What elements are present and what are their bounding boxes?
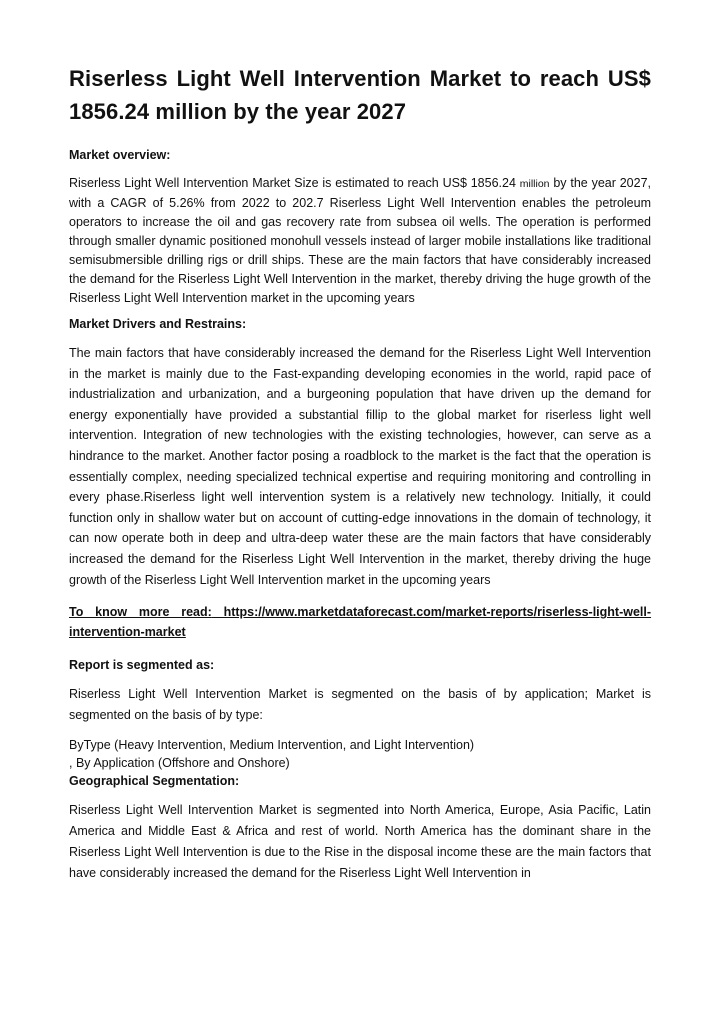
segment-by-type: ByType (Heavy Intervention, Medium Intervention, and Light Intervention) xyxy=(69,738,475,753)
page-title: Riserless Light Well Intervention Market to reach US$ 1856.24 million by the year 2027 xyxy=(69,66,651,124)
segmentation-paragraph: Riserless Light Well Intervention Market is segmented on the basis of by application; Market is segmented on the basis of by type: xyxy=(69,687,651,723)
geo-paragraph: Riserless Light Well Intervention Market is segmented into North America, Europe, Asia Pacific, Latin America and Middle East & Africa and rest of world. North America has the dominant share in the Riserless Light Well Intervention is due to the Rise in the disposal income these are the main factors that have considerably increased the demand for the Riserless Light Well Intervention in xyxy=(69,803,651,881)
overview-text-a: Riserless Light Well Intervention Market Size is estimated to reach US$ 1856.24 xyxy=(69,176,520,190)
read-more-link[interactable]: https://www.marketdataforecast.com/market-reports/riserless-light-well-intervention-market xyxy=(69,605,652,640)
read-more-line xyxy=(69,602,651,642)
drivers-paragraph: The main factors that have considerably increased the demand for the Riserless Light Well Intervention in the market is mainly due to the Fast-expanding developing economies in the world, rapid pace of industrialization and urbanization, and a burgeoning population that have driven up the demand for energy exponentially have provided a substantial fillip to the global market for riserless light well intervention. Integration of new technologies with the existing technologies, however, can serve as a hindrance to the market. Another factor posing a roadblock to the market is the fact that the operation is essentially complex, needing specialized technical expertise and requiring monitoring and controlling in every phase.Riserless light well intervention system is a relatively new technology. Initially, it could function only in shallow water but on account of cutting-edge innovations in the domain of technology, it can now operate both in deep and ultra-deep water these are the main factors that have considerably increased the demand for the Riserless Light Well Intervention in the market, thereby driving the huge growth of the Riserless Light Well Intervention market in the upcoming years xyxy=(69,346,651,587)
overview-text-million: million xyxy=(519,178,550,190)
section-heading-drivers: Market Drivers and Restrains: xyxy=(69,317,247,331)
read-more-label: To know more read: xyxy=(69,605,212,620)
segment-by-application: , By Application (Offshore and Onshore) xyxy=(69,756,290,771)
overview-text-b: by the year 2027, with a CAGR of 5.26% from 2022 to 202.7 Riserless Light Well Intervention enables the petroleum operators to increase the oil and gas recovery rate from subsea oil wells. The operation is performed through smaller dynamic positioned monohull vessels instead of larger mobile installations like traditional semisubmersible drilling rigs or drill ships. These are the main factors that have considerably increased the demand for the Riserless Light Well Intervention in the market, thereby driving the huge growth of the Riserless Light Well Intervention market in the upcoming years xyxy=(69,176,651,305)
section-heading-overview: Market overview: xyxy=(69,148,171,162)
overview-paragraph xyxy=(69,174,651,308)
section-heading-segmentation: Report is segmented as: xyxy=(69,658,215,673)
section-heading-geo: Geographical Segmentation: xyxy=(69,774,240,789)
